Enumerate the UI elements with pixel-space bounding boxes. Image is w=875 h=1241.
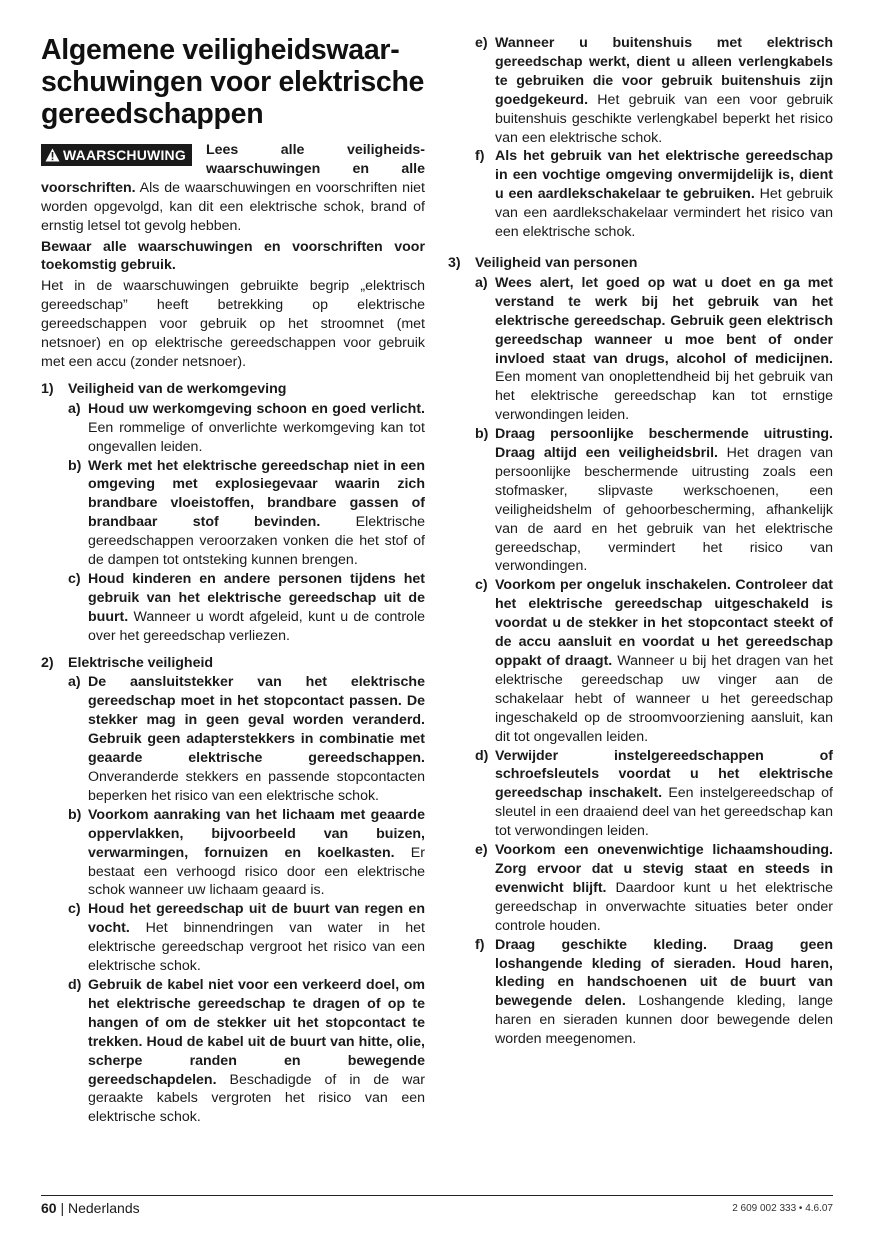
item-letter: a) <box>68 674 81 691</box>
item-text: Wanneer u bij het dragen van het elektrische gereedschap uw vinger aan de schakelaar hebt of wanneer u het gereedschap ingeschakeld op de stroomvoorziening aansluit, kan dit tot ongevallen leiden. <box>495 653 833 745</box>
item-bold-text: Verwijder instelgereedschappen of schroefsleutels voordat u het elektrische gereedschap inschakelt. <box>495 747 833 802</box>
item-text: Daardoor kunt u het elektrische gereedschap in onverwachte situaties beter onder controle houden. <box>495 879 833 934</box>
item-letter: f) <box>475 936 485 953</box>
item-letter: b) <box>475 426 489 443</box>
item-letter: f) <box>475 148 485 165</box>
list-item <box>475 425 833 576</box>
list-item <box>475 274 833 425</box>
list-item <box>475 841 833 936</box>
item-letter: a) <box>475 274 488 291</box>
warning-bold-text: Lees alle veiligheids-waarschuwingen en alle voorschriften. <box>41 142 425 196</box>
item-letter: e) <box>475 842 488 859</box>
list-item <box>68 570 425 646</box>
section-number: 3) <box>448 254 461 271</box>
item-bold-text: Wanneer u buitenshuis met elektrisch gereedschap werkt, dient u alleen verlengkabels te gebruiken die voor gebruik buitenshuis zijn goedgekeurd. <box>495 35 833 108</box>
list-item <box>475 576 833 746</box>
warning-triangle-icon <box>45 148 60 162</box>
section-2 <box>41 654 425 1128</box>
warning-badge <box>41 144 192 166</box>
left-column <box>41 34 425 1127</box>
item-bold-text: Voorkom een onevenwichtige lichaamshouding. Zorg ervoor dat u stevig staat en steeds in evenwicht blijft. <box>495 842 833 896</box>
section-title: Veiligheid van de werkomgeving <box>68 380 287 397</box>
item-text: Loshangende kleding, lange haren en sieraden kunnen door bewegende delen worden meegenomen. <box>495 993 833 1048</box>
item-text: Het gebruik van een voor gebruik buitenshuis geschikte verlengkabel beperkt het risico van een elektrische schok. <box>495 91 833 146</box>
document-code: 2 609 002 333 • 4.6.07 <box>732 1203 833 1214</box>
item-text: Er bestaat een verhoogd risico door een elektrische schok wanneer uw lichaam geaard is. <box>88 844 425 899</box>
list-item <box>68 400 425 457</box>
item-letter: b) <box>68 457 82 474</box>
item-bold-text: Houd het gereedschap uit de buurt van regen en vocht. <box>88 901 425 937</box>
item-text: Het gebruik van een aardlekschakelaar vermindert het risico van een elektrische schok. <box>495 186 833 241</box>
warning-text: Als de waarschuwingen en voorschriften niet worden opgevolgd, kan dit een elektrische schok, brand of ernstig letsel tot gevolg hebben. <box>41 179 425 234</box>
item-letter: c) <box>475 577 488 594</box>
warning-block <box>41 141 425 236</box>
item-letter: b) <box>68 806 82 823</box>
list-item <box>68 806 425 901</box>
list-item <box>475 34 833 147</box>
item-bold-text: Draag geschikte kleding. Draag geen loshangende kleding of sieraden. Houd haren, kleding en handschoenen uit de buurt van bewegende delen. <box>495 936 833 1010</box>
item-bold-text: Als het gebruik van het elektrische gereedschap in een vochtige omgeving onvermijdelijk is, dient u een aardlekschakelaar te gebruiken. <box>495 148 833 203</box>
item-bold-text: Voorkom per ongeluk inschakelen. Controleer dat het elektrische gereedschap uitgeschakeld is voordat u de stekker in het stopcontact steekt of de accu aansluit en voordat u het gereedschap oppakt of draagt. <box>495 577 833 669</box>
list-item <box>68 900 425 976</box>
item-text: Een moment van onoplettendheid bij het gebruik van het elektrische gereedschap kan tot ernstige verwondingen leiden. <box>495 369 833 424</box>
list-item <box>68 457 425 570</box>
item-letter: d) <box>475 747 489 764</box>
section-number: 1) <box>41 380 54 397</box>
item-text: Het dragen van persoonlijke beschermende uitrusting zoals een stofmasker, slipvaste werkschoenen, een veiligheidshelm of gehoorbescherming, afhankelijk van de aard en het gebruik van het elektrische gereedschap, vermindert het risico van verwondingen. <box>495 445 833 575</box>
section-title: Elektrische veiligheid <box>68 654 214 671</box>
keep-instructions: Bewaar alle waarschuwingen en voorschriften voor toekomstig gebruik. <box>41 238 425 274</box>
warning-badge-label: WAARSCHUWING <box>63 147 186 163</box>
item-text: Onveranderde stekkers en passende stopcontacten beperken het risico van een elektrische schok. <box>88 769 425 804</box>
item-bold-text: De aansluitstekker van het elektrische gereedschap moet in het stopcontact passen. De stekker mag in geen geval worden veranderd. Gebruik geen adapterstekkers in combinatie met geaarde elektrische gereedschappen. <box>88 674 425 767</box>
page-title: Algemene veiligheidswaar-schuwingen voor elektrische gereedschappen <box>41 34 425 130</box>
section-3 <box>448 254 833 1049</box>
item-text: Wanneer u wordt afgeleid, kunt u de controle over het gereedschap verliezen. <box>88 608 425 644</box>
item-bold-text: Gebruik de kabel niet voor een verkeerd doel, om het elektrische gereedschap te dragen of op te hangen of om de stekker uit het stopcontact te trekken. Houd de kabel uit de buurt van hitte, olie, scherpe randen en bewegende gereedschapdelen. <box>88 976 425 1088</box>
list-item <box>475 936 833 1049</box>
item-bold-text: Houd kinderen en andere personen tijdens het gebruik van het elektrische gereedschap uit de buurt. <box>88 570 425 625</box>
item-letter: a) <box>68 400 81 417</box>
item-letter: c) <box>68 901 81 918</box>
page-number: 60 <box>41 1200 57 1216</box>
item-text: Het binnendringen van water in het elektrische gereedschap vergroot het risico van een elektrische schok. <box>88 920 425 975</box>
item-text: Een rommelige of onverlichte werkomgeving kan tot ongevallen leiden. <box>88 419 425 455</box>
item-bold-text: Voorkom aanraking van het lichaam met geaarde oppervlakken, bijvoorbeeld van buizen, verwarmingen, fornuizen en koelkasten. <box>88 806 425 861</box>
item-text: Een instelgereedschap of sleutel in een draaiend deel van het gereedschap kan tot verwondingen leiden. <box>495 785 833 840</box>
section-number: 2) <box>41 654 54 671</box>
item-text: Beschadigde of in de war geraakte kabels vergroten het risico van een elektrische schok. <box>88 1071 425 1126</box>
section-title: Veiligheid van personen <box>475 254 638 271</box>
definition-text: Het in de waarschuwingen gebruikte begrip „elektrisch gereedschap” heeft betrekking op elektrische gereedschappen voor gebruik op het stroomnet (met netsnoer) en op elektrische gereedschappen voor gebruik met een accu (zonder netsnoer). <box>41 278 425 370</box>
list-item <box>68 976 425 1127</box>
list-item <box>475 147 833 242</box>
item-bold-text: Werk met het elektrische gereedschap niet in een omgeving met explosiegevaar waarin zich brandbare vloeistoffen, brandbare gassen of brandbaar stof bevinden. <box>88 457 425 531</box>
item-letter: e) <box>475 35 488 51</box>
list-item <box>475 747 833 842</box>
footer-divider <box>41 1195 833 1196</box>
section-1 <box>41 380 425 646</box>
item-bold-text: Houd uw werkomgeving schoon en goed verlicht. <box>88 400 425 417</box>
item-letter: d) <box>68 976 82 993</box>
item-letter: c) <box>68 570 81 587</box>
list-item <box>68 673 425 805</box>
item-text: Elektrische gereedschappen veroorzaken vonken die het stof of de dampen tot ontsteking kunnen brengen. <box>88 514 425 569</box>
item-bold-text: Wees alert, let goed op wat u doet en ga met verstand te werk bij het gebruik van het elektrische gereedschap. Gebruik geen elektrisch gereedschap wanneer u moe bent of onder invloed staat van drugs, alcohol of medicijnen. <box>495 274 833 367</box>
item-bold-text: Draag persoonlijke beschermende uitrusting. Draag altijd een veiligheidsbril. <box>495 426 833 462</box>
right-column <box>448 34 833 1049</box>
footer-language: Nederlands <box>68 1200 140 1216</box>
footer-page-info: 60 | Nederlands <box>41 1200 140 1216</box>
